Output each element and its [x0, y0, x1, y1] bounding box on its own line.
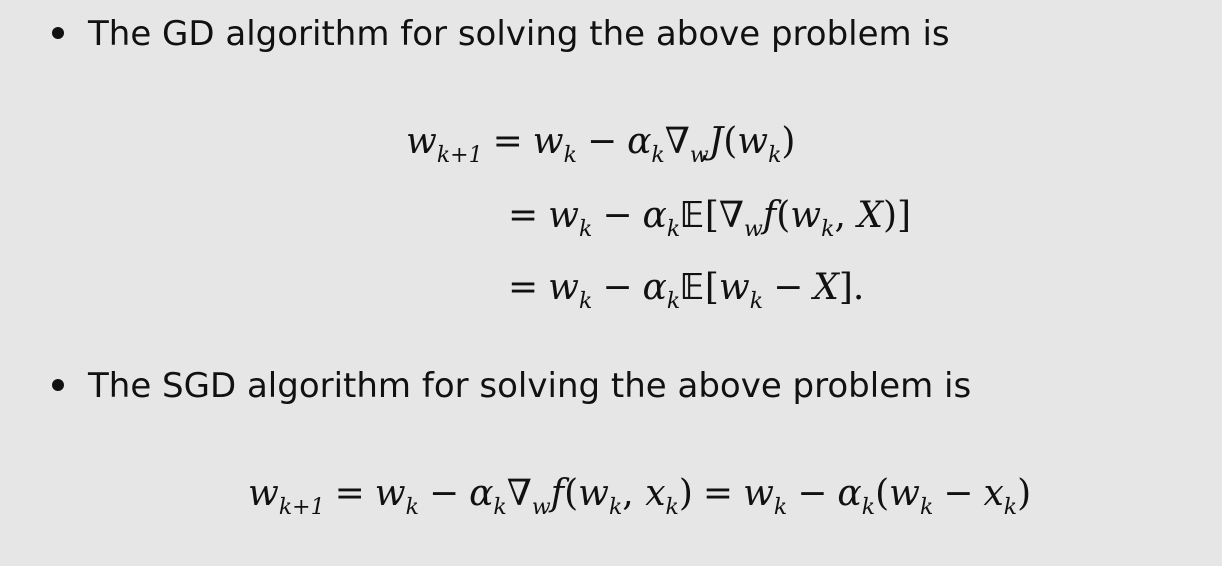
gd-equation-line-2: = $w_k$ − $\alpha_k𝔼[\nabla_wf(w_k$, X)] — [508, 195, 912, 242]
bullet-dot-icon — [52, 379, 64, 391]
bullet-gd-text: The GD algorithm for solving the above problem is — [88, 14, 950, 54]
gd-equation-line-1: $w_{k+1} = w_k - \alpha_k\nabla_wJ(w_k)$ — [406, 121, 796, 168]
bullet-gd — [52, 14, 950, 54]
sgd-equation: $w_{k+1} = w_k - \alpha_k\nabla_wf(w_k$, $x_k) = w_k - \alpha_k(w_k - x_k)$ — [248, 473, 1032, 520]
gd-equation-line-3: = $w_k$ − $\alpha_k𝔼[w_k - X]$. — [508, 267, 865, 314]
bullet-sgd-text: The SGD algorithm for solving the above problem is — [88, 366, 972, 406]
bullet-sgd — [52, 366, 971, 406]
bullet-dot-icon — [52, 27, 64, 39]
